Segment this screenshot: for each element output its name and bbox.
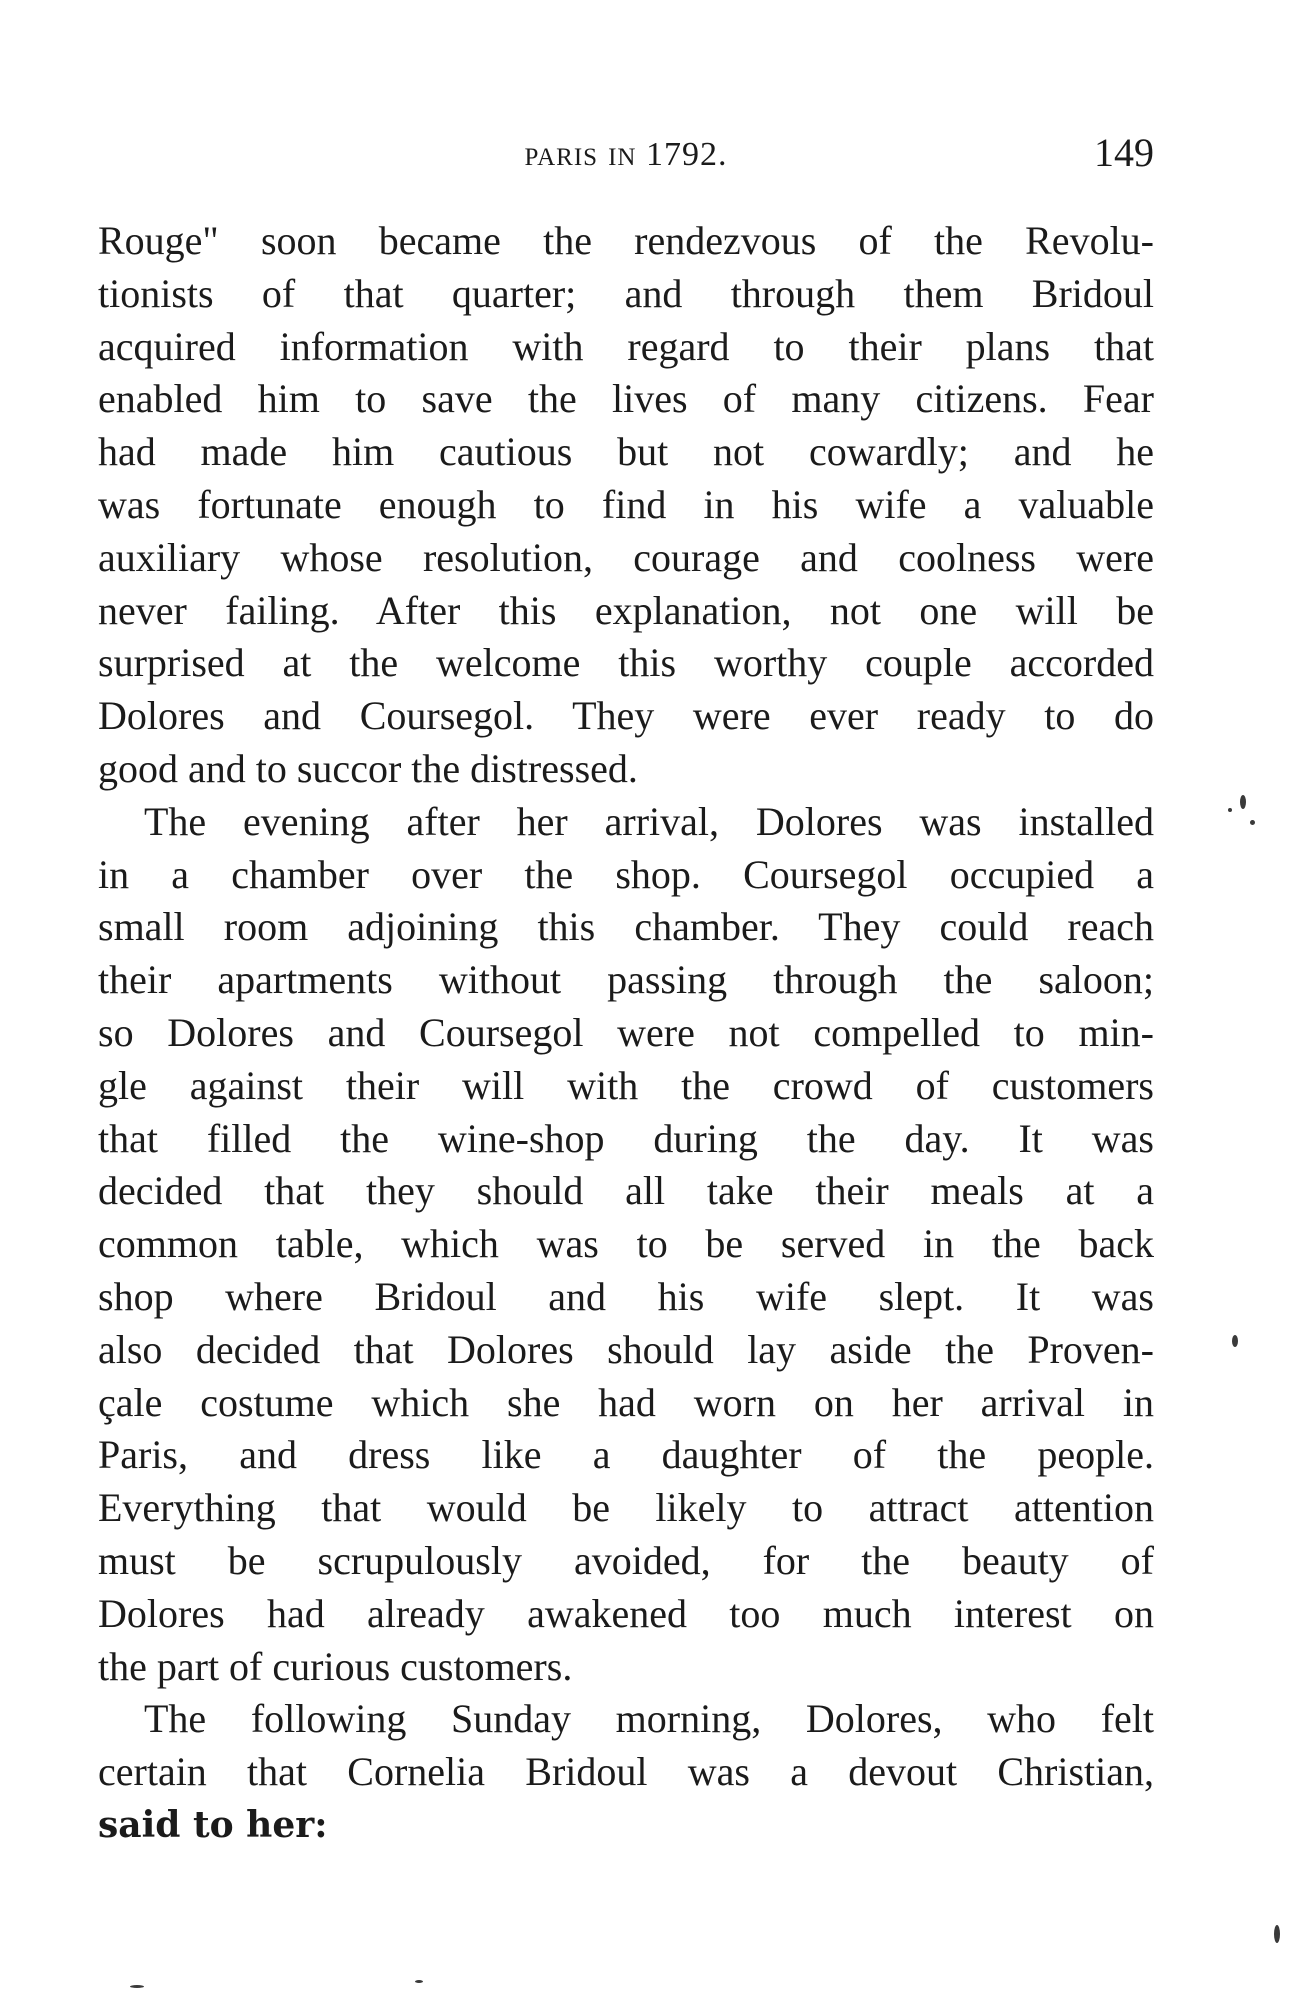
scan-speck (415, 1980, 423, 1983)
text-line: so Dolores and Coursegol were not compelled to min- (98, 1009, 1154, 1055)
text-line: Dolores had already awakened too much interest on (98, 1590, 1154, 1636)
text-line: shop where Bridoul and his wife slept. It was (98, 1273, 1154, 1319)
running-title-prefix: paris in (524, 133, 637, 173)
scan-speck (1250, 820, 1255, 825)
text-line: also decided that Dolores should lay aside the Proven- (98, 1326, 1154, 1372)
text-line: tionists of that quarter; and through them Bridoul (98, 270, 1154, 316)
text-line: had made him cautious but not cowardly; and he (98, 429, 1154, 475)
text-line: acquired information with regard to their plans that (98, 323, 1154, 369)
text-line: The following Sunday morning, Dolores, who felt (144, 1696, 1154, 1742)
page-number: 149 (1094, 130, 1154, 175)
text-line: Dolores and Coursegol. They were ever ready to do (98, 693, 1154, 739)
text-line: gle against their will with the crowd of customers (98, 1062, 1154, 1108)
text-line: decided that they should all take their meals at a (98, 1168, 1154, 1214)
text-line: in a chamber over the shop. Coursegol occupied a (98, 851, 1154, 897)
text-line: the part of curious customers. (98, 1643, 573, 1689)
scan-speck (1232, 1335, 1238, 1347)
text-line: that filled the wine-shop during the day. It was (98, 1115, 1154, 1161)
body-text (98, 215, 1154, 1852)
text-line: common table, which was to be served in the back (98, 1221, 1154, 1267)
text-line: good and to succor the distressed. (98, 745, 638, 791)
text-line: çale costume which she had worn on her arrival in (98, 1379, 1154, 1425)
running-head (98, 128, 1154, 178)
text-line: auxiliary whose resolution, courage and coolness were (98, 534, 1154, 580)
text-line: must be scrupulously avoided, for the beauty of (98, 1537, 1154, 1583)
text-line: The evening after her arrival, Dolores was installed (144, 798, 1154, 844)
text-line: was fortunate enough to find in his wife a valuable (98, 481, 1154, 527)
paragraph-2 (98, 796, 1154, 1694)
text-line: Paris, and dress like a daughter of the people. (98, 1432, 1154, 1478)
text-line: surprised at the welcome this worthy couple accorded (98, 640, 1154, 686)
running-title-year: 1792. (645, 136, 728, 173)
scan-speck (1240, 795, 1246, 809)
text-line: certain that Cornelia Bridoul was a devout Christian, (98, 1749, 1154, 1795)
scan-speck (1274, 1925, 1280, 1943)
text-line: Everything that would be likely to attract attention (98, 1485, 1154, 1531)
running-title (98, 128, 1154, 180)
scan-speck (1228, 808, 1232, 812)
text-line: small room adjoining this chamber. They could reach (98, 904, 1154, 950)
paragraph-1 (98, 215, 1154, 796)
text-line: Rouge" soon became the rendezvous of the Revolu- (98, 218, 1154, 263)
scan-speck (130, 1985, 144, 1988)
text-line: said to her: (98, 1803, 328, 1846)
text-line: their apartments without passing through the saloon; (98, 957, 1154, 1003)
text-line: enabled him to save the lives of many citizens. Fear (98, 376, 1154, 422)
text-line: never failing. After this explanation, not one will be (98, 587, 1154, 633)
paragraph-3 (98, 1693, 1154, 1851)
